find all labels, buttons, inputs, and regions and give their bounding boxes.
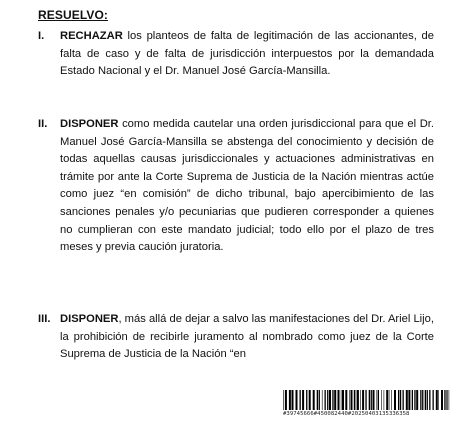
item-lead-verb: DISPONER [60, 313, 119, 325]
resolution-item-3 [38, 311, 434, 364]
resolution-heading: RESUELVO: [38, 8, 109, 22]
barcode-number: #39745666#450082440#20250403135336358 [283, 411, 410, 417]
item-text [60, 116, 434, 257]
item-number: II. [38, 118, 48, 130]
resolution-item-2 [38, 116, 434, 257]
item-lead-verb: DISPONER [60, 118, 119, 130]
item-body: los planteos de falta de legitimación de las accionantes, de falta de caso y de falta de jurisdicción interpuestos por la demandada Estado Nacional y el Dr. Manuel José García-Mansilla. [60, 30, 434, 78]
item-number: III. [38, 313, 51, 325]
item-lead-verb: RECHAZAR [60, 30, 123, 42]
barcode-image [283, 390, 451, 410]
item-number: I. [38, 30, 45, 42]
item-body: , más allá de dejar a salvo las manifestaciones del Dr. Ariel Lijo, la prohibición de recibirle juramento al nombrado como juez de la Corte Suprema de Justicia de la Nación “en [60, 313, 434, 361]
item-body: como medida cautelar una orden jurisdiccional para que el Dr. Manuel José García-Mansilla se abstenga del conocimiento y decisión de todas aquellas causas jurisdiccionales y actuaciones administrativas en trámite por ante la Corte Suprema de Justicia de la Nación mientras actúe como juez “en comisión” de dicho tribunal, bajo apercibimiento de las sanciones penales y/o pecuniarias que pudieren corresponder a quienes no cumplieran con este mandato judicial; todo ello por el plazo de tres meses y previa caución juratoria. [60, 118, 434, 254]
item-text [60, 311, 434, 364]
item-text [60, 28, 434, 81]
resolution-item-1 [38, 28, 434, 81]
